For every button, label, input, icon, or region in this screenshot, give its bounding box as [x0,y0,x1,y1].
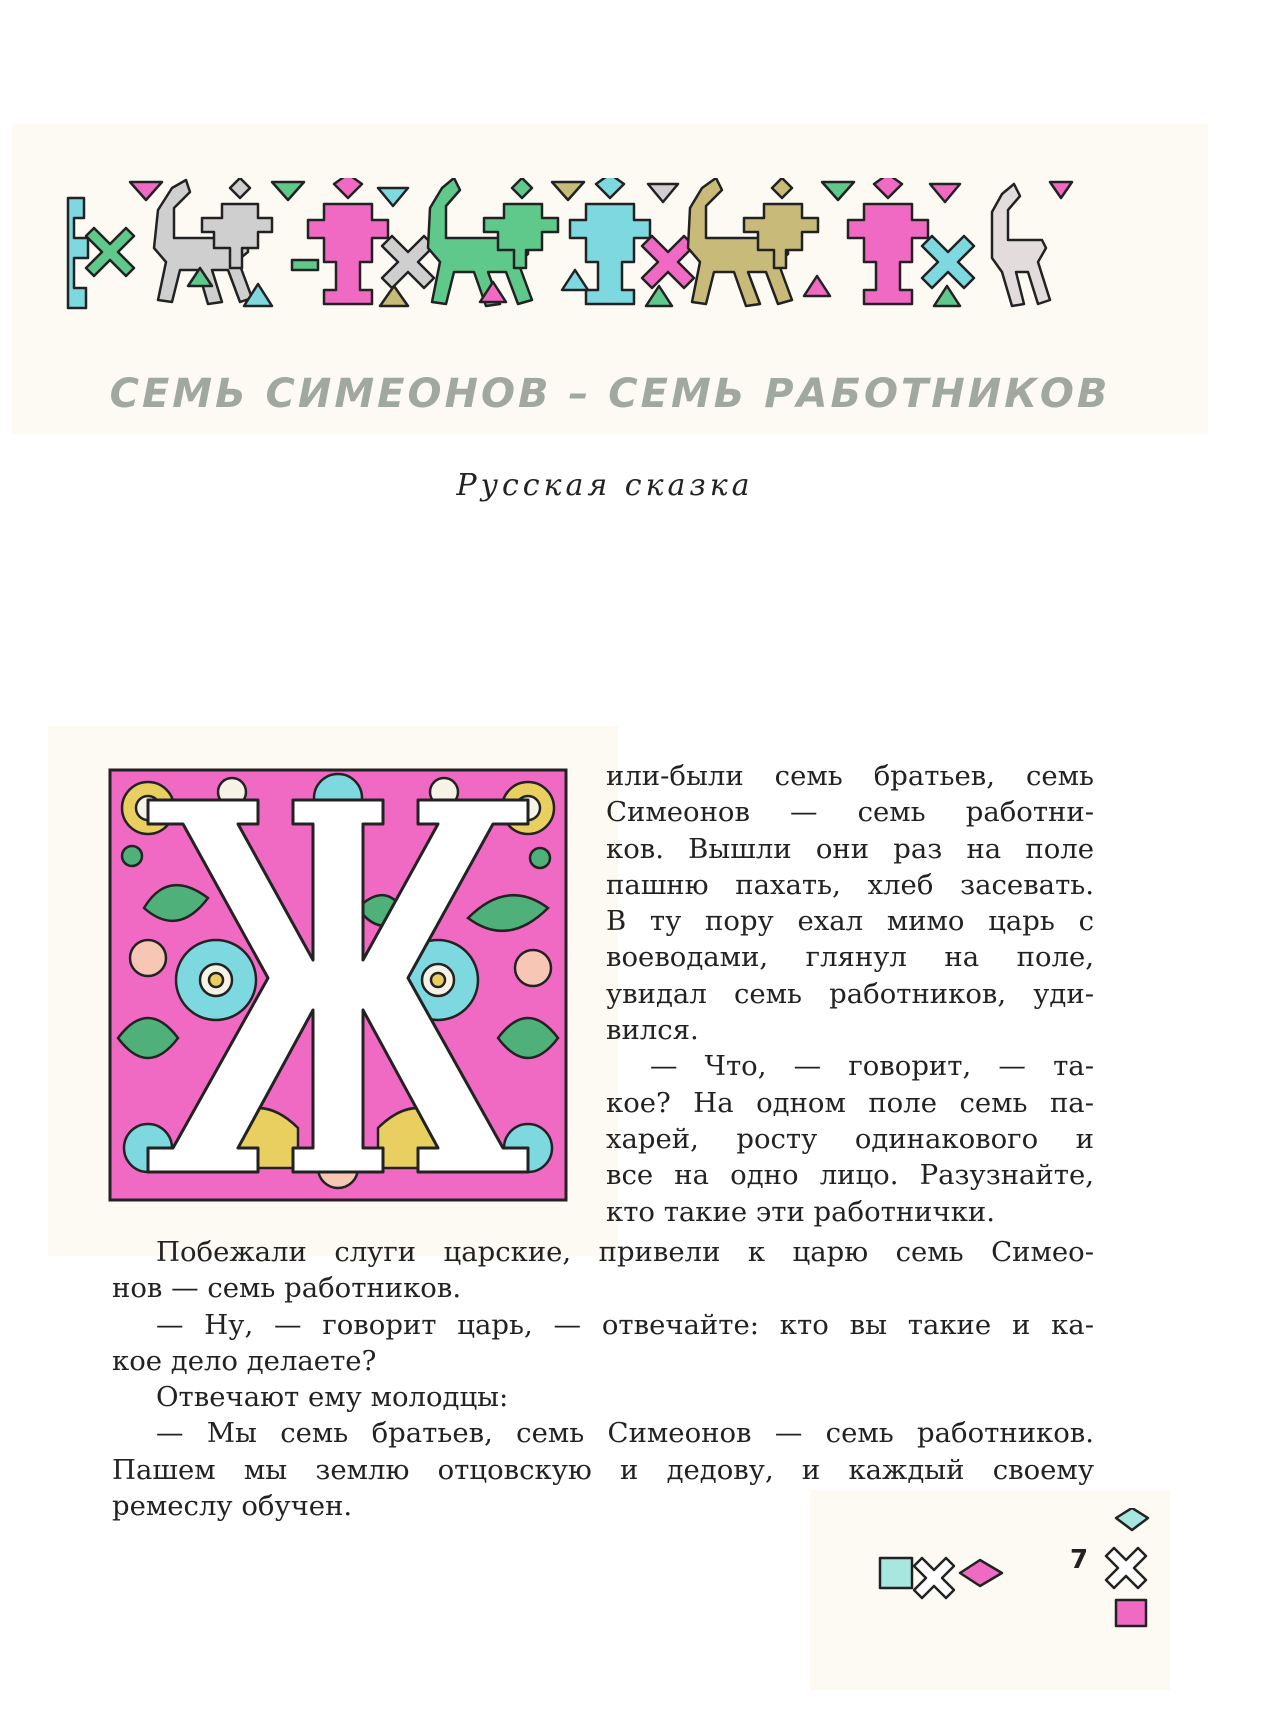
text-line: ков. Вышли они раз на поле [606,832,1094,865]
text-line: Симеонов — семь работни- [606,796,1094,829]
text-line: Побежали слуги царские, привели к царю семь Симео- [156,1236,1094,1268]
text-line: Отвечают ему молодцы: [156,1381,509,1414]
drop-cap-zhe-icon [108,768,568,1202]
text-line: вился. [606,1014,699,1047]
folk-ornament-border-icon [62,178,1174,328]
text-line: — Что, — говорит, — та- [650,1050,1094,1083]
text-line: — Мы семь братьев, семь Симеонов — семь работников. [156,1417,1094,1450]
text-line: харей, росту одинакового и [606,1122,1094,1155]
text-line: нов — семь работников. [112,1272,462,1305]
page-number: 7 [1069,1545,1089,1575]
text-line: или-были семь братьев, семь [606,760,1094,792]
text-line: — Ну, — говорит царь, — отвечайте: кто вы такие и ка- [156,1308,1094,1341]
text-line: пашню пахать, хлеб засевать. [606,868,1094,901]
text-body [112,1234,1094,1524]
story-title: СЕМЬ СИМЕОНОВ – СЕМЬ РАБОТНИКОВ [109,371,1111,417]
corner-ornament-icon [870,1508,1160,1628]
text-line: все на одно лицо. Разузнайте, [606,1159,1094,1192]
text-beside-dropcap [606,758,1094,1230]
text-line: кое? На одном поле семь па- [606,1086,1094,1119]
story-subtitle: Русская сказка [456,468,754,503]
text-line: кое дело делаете? [112,1344,377,1377]
text-line: воеводами, глянул на поле, [606,941,1094,974]
text-line: увидал семь работников, уди- [606,977,1094,1010]
text-line: Пашем мы землю отцовскую и дедову, и каждый своему [112,1453,1094,1486]
text-line: кто такие эти работнички. [606,1195,995,1228]
text-line: ремеслу обучен. [112,1490,353,1523]
text-line: В ту пору ехал мимо царь с [606,905,1094,938]
